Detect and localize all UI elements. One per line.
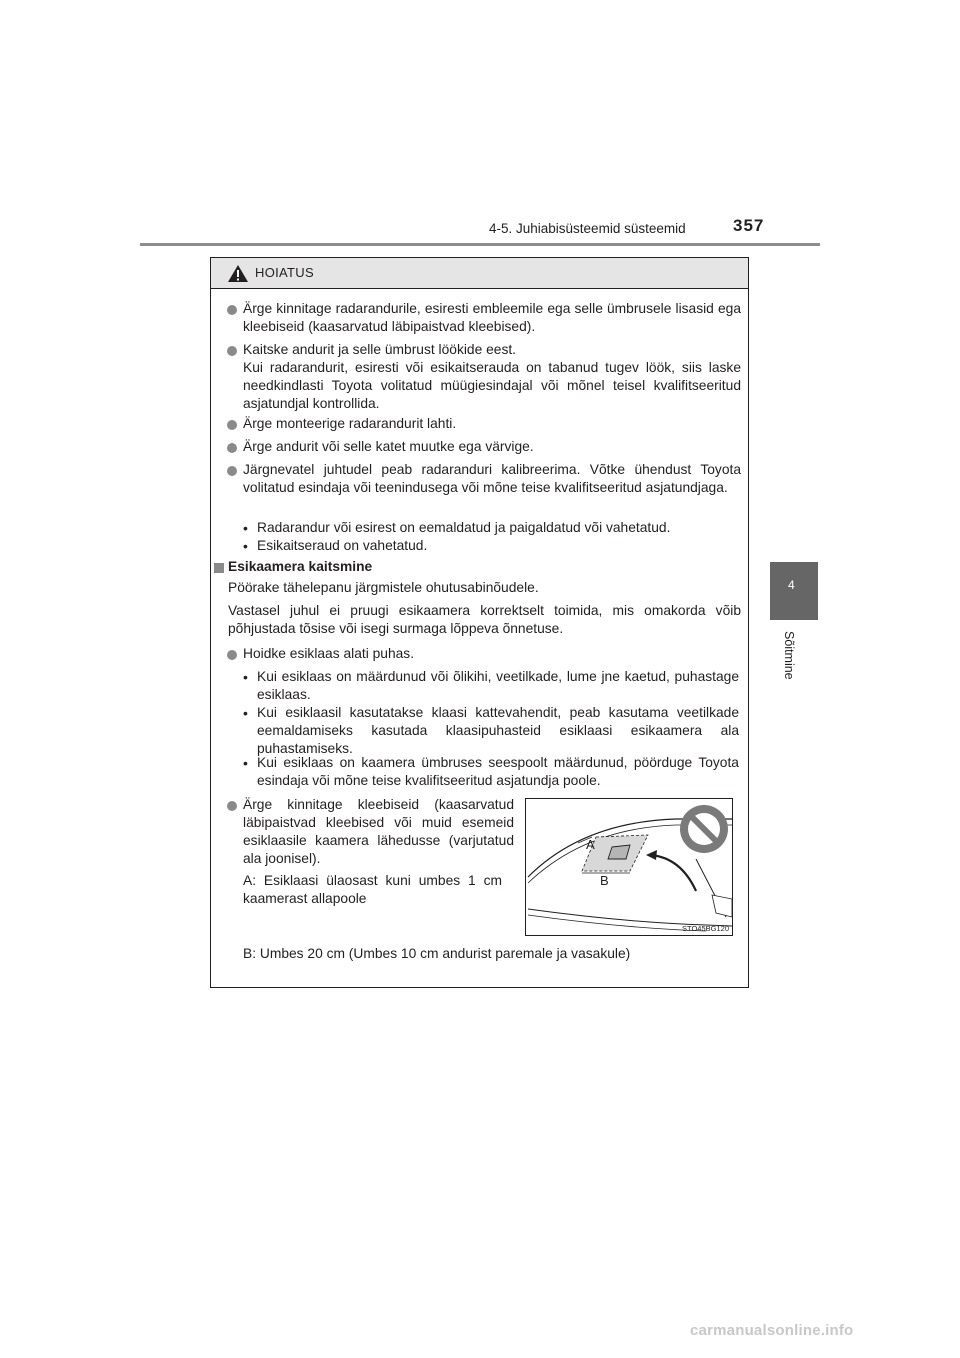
warning-bullet-4: Ärge andurit või selle katet muutke ega värvige.	[243, 439, 534, 454]
warning-header	[211, 258, 748, 289]
warning-bullet-3: Ärge monteerige radarandurit lahti.	[243, 416, 457, 431]
bullet-marker	[227, 346, 237, 356]
calibration-case-2: Esikaitseraud on vahetatud.	[257, 538, 428, 553]
bullet-marker	[227, 443, 237, 453]
bullet-marker	[227, 420, 237, 430]
warning-bullet-2-detail: Kui radarandurit, esiresti või esikaitserauda on tabanud tugev löök, siis laske needkindlasti Toyota volitatud müügiesindajal või mõnel teisel kvalifitseeritud asjatundjal kontrollida.	[243, 360, 741, 411]
camera-para-1: Pöörake tähelepanu järgmistele ohutusabinõudele.	[228, 580, 539, 595]
warning-bullet-5: Järgnevatel juhtudel peab radaranduri kalibreerima. Võtke ühendust Toyota volitatud esindaja või teenindusega või mõne teise kvalifitseeritud asjatundjaga.	[243, 462, 741, 495]
note-b: B: Umbes 20 cm (Umbes 10 cm andurist paremale ja vasakule)	[243, 946, 631, 961]
clean-item-2: Kui esiklaasil kasutatakse klaasi kattevahendit, peab kasutama veetilkade eemaldamiseks kasutada klaasipuhasteid esiklaasi esikaamera ala puhastamiseks.	[257, 705, 739, 756]
bullet-marker	[227, 801, 237, 811]
sub-bullet-dot: •	[243, 705, 248, 721]
watermark: carmanualsonline.info	[690, 1322, 854, 1339]
page-number: 357	[733, 216, 765, 235]
figure-label-a: A	[586, 837, 595, 852]
header-rule	[140, 243, 820, 246]
front-camera-section-title: Esikaamera kaitsmine	[228, 559, 373, 574]
clean-item-1: Kui esiklaas on määrdunud või õlikihi, veetilkade, lume jne kaetud, puhastage esiklaas.	[257, 669, 739, 702]
calibration-case-1: Radarandur või esirest on eemaldatud ja paigaldatud või vahetatud.	[257, 520, 671, 535]
sub-bullet-dot: •	[243, 755, 248, 771]
section-title: 4-5. Juhiabisüsteemid süsteemid	[489, 221, 686, 236]
figure-code: STO45BG120	[682, 924, 729, 933]
bullet-marker	[227, 466, 237, 476]
clean-item-3: Kui esiklaas on kaamera ümbruses seespoolt määrdunud, pöörduge Toyota esindaja või mõne teise kvalifitseeritud asjatundja poole.	[257, 755, 739, 788]
keep-windshield-clean: Hoidke esiklaas alati puhas.	[243, 646, 415, 661]
warning-triangle-icon	[227, 264, 249, 283]
chapter-label: Sõitmine	[782, 631, 796, 680]
no-stickers-bullet: Ärge kinnitage kleebiseid (kaasarvatud läbipaistvad kleebised või muid esemeid esiklaasile kaamera lähedusse (varjutatud ala joonisel).	[243, 797, 514, 866]
warning-bullet-1: Ärge kinnitage radarandurile, esiresti embleemile ega selle ümbrusele lisasid ega kleebiseid (kaasarvatud läbipaistvad kleebised).	[243, 301, 741, 334]
chapter-label-box	[770, 625, 818, 695]
sub-bullet-dot: •	[243, 669, 248, 685]
note-a: A: Esiklaasi ülaosast kuni umbes 1 cm kaamerast allapoole	[243, 873, 502, 906]
sub-bullet-dot: •	[243, 538, 248, 554]
bullet-marker	[227, 305, 237, 315]
camera-area-figure	[525, 798, 733, 936]
section-square-marker	[214, 563, 224, 573]
bullet-marker	[227, 650, 237, 660]
camera-para-2: Vastasel juhul ei pruugi esikaamera korrektselt toimida, mis omakorda võib põhjustada tõsise või isegi surmaga lõppeva õnnetuse.	[228, 603, 741, 636]
warning-title: HOIATUS	[255, 265, 314, 280]
warning-bullet-2: Kaitske andurit ja selle ümbrust löökide eest.	[243, 342, 517, 357]
windshield-illustration	[526, 799, 732, 935]
chapter-number: 4	[788, 578, 795, 592]
figure-label-b: B	[600, 873, 609, 888]
sub-bullet-dot: •	[243, 520, 248, 536]
